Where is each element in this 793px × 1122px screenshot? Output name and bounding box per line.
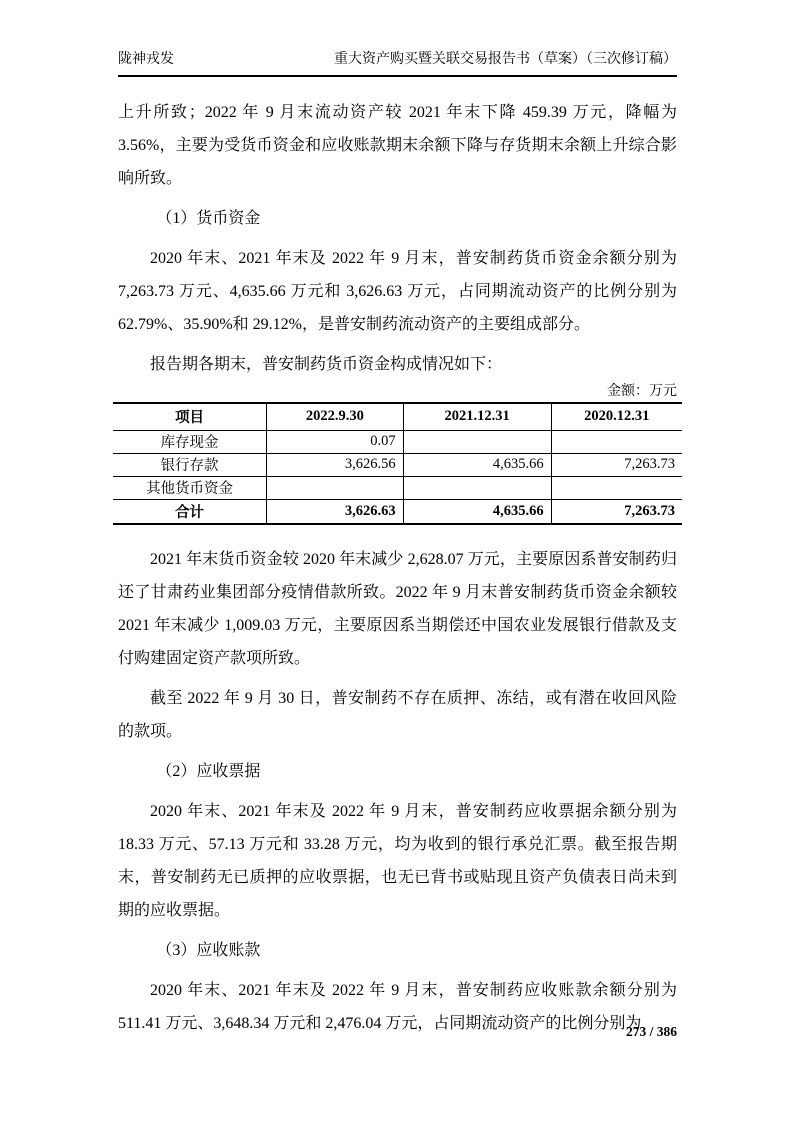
table-cell-value — [403, 476, 551, 499]
table-cell-value — [551, 476, 682, 499]
table-header-row — [113, 403, 682, 430]
table-cell-total-value: 4,635.66 — [403, 499, 551, 524]
paragraph-accounts-receivable: 2020 年末、2021 年末及 2022 年 9 月末，普安制药应收账款余额分别为 511.41 万元、3,648.34 万元和 2,476.04 万元，占同期流动资产的比例分别为 — [118, 982, 677, 1032]
table-cell-total-label: 合计 — [175, 504, 205, 521]
table-header-item: 项目 — [113, 403, 267, 430]
table-row — [113, 476, 682, 499]
paragraph-funds-change-reasons: 2021 年末货币资金较 2020 年末减少 2,628.07 万元，主要原因系普安制药归还了甘肃药业集团部分疫情借款所致。2022 年 9 月末普安制药货币资金余额较 2021 年末减少 1,009.03 万元，主要原因系当期偿还中国农业发展银行借款及支付购建固定资产款项所致。 — [118, 551, 677, 667]
table-cell-value: 7,263.73 — [551, 453, 682, 476]
table-total-row — [113, 499, 682, 524]
table-cell-value: 4,635.66 — [403, 453, 551, 476]
paragraph-table-intro: 报告期各期末，普安制药货币资金构成情况如下： — [150, 356, 503, 373]
section-heading-notes-receivable: （2）应收票据 — [156, 763, 261, 780]
table-header-2021: 2021.12.31 — [403, 403, 551, 430]
section-heading-monetary-funds: （1）货币资金 — [156, 210, 261, 227]
table-cell-value: 0.07 — [267, 430, 404, 453]
paragraph-current-assets-intro: 上升所致；2022 年 9 月末流动资产较 2021 年末下降 459.39 万元，降幅为 3.56%，主要为受货币资金和应收账款期末余额下降与存货期末余额上升综合影响所致。 — [118, 104, 677, 187]
page-header — [118, 48, 677, 77]
header-document-title: 重大资产购买暨关联交易报告书（草案）（三次修订稿） — [334, 52, 677, 67]
table-cell-value — [403, 430, 551, 453]
table-cell-item: 库存现金 — [113, 430, 267, 453]
header-company-name: 陇神戎发 — [118, 52, 174, 67]
table-header-2020: 2020.12.31 — [551, 403, 682, 430]
page-number: 273 / 386 — [625, 1024, 677, 1039]
table-cell-value — [551, 430, 682, 453]
table-row — [113, 430, 682, 453]
table-cell-total-value: 3,626.63 — [267, 499, 404, 524]
document-page — [118, 48, 677, 1040]
paragraph-monetary-funds: 2020 年末、2021 年末及 2022 年 9 月末，普安制药货币资金余额分别为 7,263.73 万元、4,635.66 万元和 3,626.63 万元，占同期流动资产的比例分别为 62.79%、35.90%和 29.12%，是普安制药流动资产的主要组成部分。 — [118, 250, 677, 333]
table-row — [113, 453, 682, 476]
monetary-funds-table — [113, 402, 682, 525]
table-cell-item: 银行存款 — [113, 453, 267, 476]
table-cell-total-value: 7,263.73 — [551, 499, 682, 524]
table-cell-value — [267, 476, 404, 499]
table-cell-value: 3,626.56 — [267, 453, 404, 476]
paragraph-notes-receivable: 2020 年末、2021 年末及 2022 年 9 月末，普安制药应收票据余额分别为 18.33 万元、57.13 万元和 33.28 万元，均为收到的银行承兑汇票。截至报告期末，普安制药无已质押的应收票据，也无已背书或贴现且资产负债表日尚未到期的应收票据。 — [118, 803, 677, 919]
table-unit-label: 金额：万元 — [607, 384, 677, 399]
table-cell-item: 其他货币资金 — [113, 476, 267, 499]
paragraph-no-pledge: 截至 2022 年 9 月 30 日，普安制药不存在质押、冻结，或有潜在收回风险的款项。 — [118, 690, 677, 740]
table-header-2022: 2022.9.30 — [267, 403, 404, 430]
section-heading-accounts-receivable: （3）应收账款 — [156, 942, 261, 959]
